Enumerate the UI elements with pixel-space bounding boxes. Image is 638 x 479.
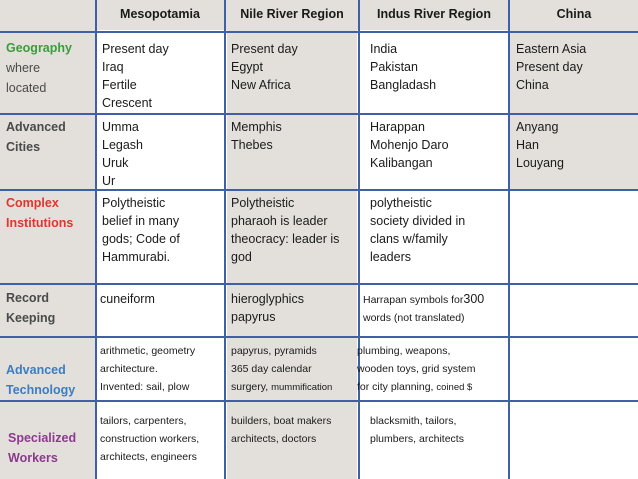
row-label-technology: Advanced Technology: [6, 363, 76, 397]
cell-tech-indus: [357, 342, 475, 397]
row-sublabel-geography: where located: [6, 61, 47, 95]
cell-workers-mesopotamia: tailors, carpenters, construction workers, architects, engineers: [100, 415, 200, 463]
cell-cities-mesopotamia: Umma Legash Uruk Ur: [102, 120, 144, 188]
cell-inst-indus: polytheistic society divided in clans w/family leaders: [370, 196, 466, 264]
cell-cities-nile: Memphis Thebes: [231, 120, 282, 152]
cell-inst-mesopotamia: Polytheistic belief in many gods; Code of Hammurabi.: [102, 196, 180, 264]
grid-line-h6: [0, 400, 638, 402]
cell-geo-mesopotamia: Present day Iraq Fertile Crescent: [102, 42, 169, 110]
cell-record-indus-number: 300: [463, 292, 485, 306]
header-indus: Indus River Region: [377, 7, 491, 21]
row-label-record: Record Keeping: [6, 291, 56, 325]
cell-geo-nile: Present day Egypt New Africa: [231, 42, 298, 92]
cell-geo-indus: India Pakistan Bangladash: [370, 42, 437, 92]
cell-cities-china: Anyang Han Louyang: [516, 120, 564, 170]
cell-workers-nile: builders, boat makers architects, doctors: [231, 415, 332, 445]
cell-tech-indus-text: plumbing, weapons, wooden toys, grid system for city planning,: [357, 345, 476, 393]
grid-line-v2: [224, 0, 226, 479]
header-mesopotamia: Mesopotamia: [120, 7, 200, 21]
cell-record-indus-text: Harrapan symbols for: [363, 294, 464, 306]
grid-line-h2: [0, 113, 638, 115]
header-nile: Nile River Region: [240, 7, 344, 21]
cell-cities-indus: Harappan Mohenjo Daro Kalibangan: [370, 120, 449, 170]
grid-line-v3: [358, 0, 360, 479]
cell-geo-china: Eastern Asia Present day China: [516, 42, 587, 92]
row-label-institutions: [6, 193, 73, 233]
cell-record-mesopotamia: cuneiform: [100, 292, 155, 306]
row-label-cities: Advanced Cities: [6, 120, 66, 154]
cell-tech-nile-small: mummification: [271, 382, 333, 393]
grid-line-h4: [0, 283, 638, 285]
grid-line-h1: [0, 31, 638, 33]
cell-record-indus: [363, 290, 484, 309]
cell-inst-nile: Polytheistic pharaoh is leader theocracy: leader is god: [231, 196, 340, 264]
cell-workers-indus: blacksmith, tailors, plumbers, architects: [370, 415, 464, 445]
cell-tech-mesopotamia: arithmetic, geometry architecture. Invented: sail, plow: [100, 345, 196, 393]
cell-record-nile: hieroglyphics papyrus: [231, 292, 304, 324]
cell-tech-indus-small: coined $: [436, 382, 473, 393]
grid-line-h5: [0, 336, 638, 338]
row-label-workers: Specialized Workers: [8, 431, 77, 465]
row-label-institutions-text: Complex Institutions: [6, 196, 74, 230]
grid-line-v1: [95, 0, 97, 479]
cell-record-indus-line2: words (not translated): [363, 312, 465, 324]
cell-tech-nile-text: papyrus, pyramids 365 day calendar surgery,: [231, 345, 317, 393]
row-label-geography: Geography: [6, 41, 72, 55]
grid-line-h3: [0, 189, 638, 191]
header-china: China: [556, 7, 592, 21]
cell-tech-nile: [231, 342, 332, 397]
grid-line-v4: [508, 0, 510, 479]
